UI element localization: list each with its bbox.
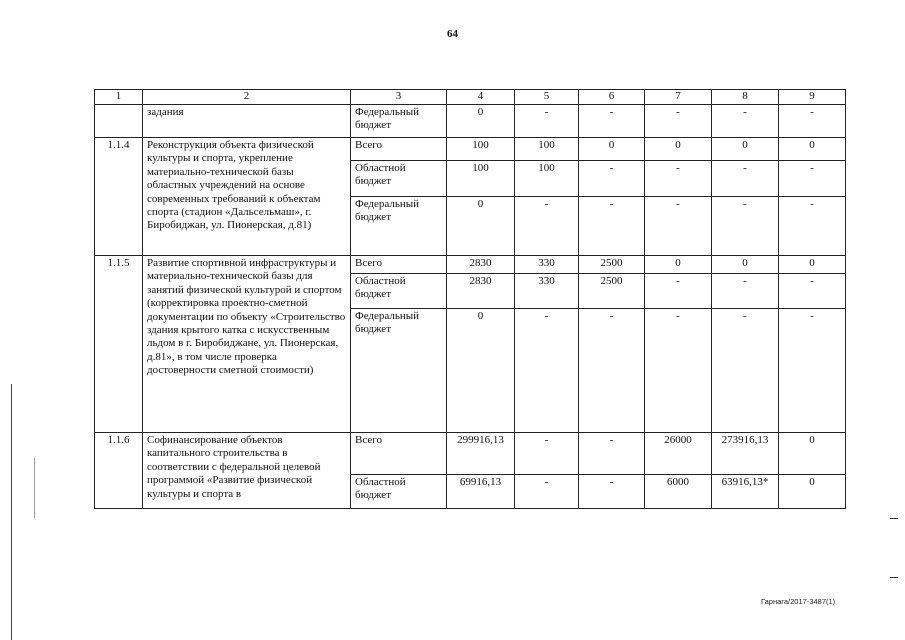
item-number: 1.1.5 xyxy=(95,256,143,433)
scan-edge-line xyxy=(11,384,12,640)
scan-mark xyxy=(890,577,898,578)
value-cell: - xyxy=(779,197,846,256)
value-cell: 330 xyxy=(515,274,579,309)
item-number: 1.1.6 xyxy=(95,433,143,509)
value-cell: 0 xyxy=(712,138,779,161)
value-cell: 26000 xyxy=(645,433,712,475)
column-header: 1 xyxy=(95,90,143,105)
value-cell: - xyxy=(579,433,645,475)
table-header-row xyxy=(95,90,846,105)
value-cell: - xyxy=(645,274,712,309)
funding-source: Федеральный бюджет xyxy=(351,197,447,256)
funding-source: Всего xyxy=(351,256,447,274)
column-header: 3 xyxy=(351,90,447,105)
funding-source: Федеральный бюджет xyxy=(351,105,447,138)
table-row xyxy=(95,433,846,475)
value-cell: - xyxy=(579,161,645,197)
value-cell: - xyxy=(712,197,779,256)
column-header: 7 xyxy=(645,90,712,105)
funding-source: Областной бюджет xyxy=(351,274,447,309)
value-cell: 2830 xyxy=(447,274,515,309)
value-cell: 100 xyxy=(515,161,579,197)
value-cell: - xyxy=(712,161,779,197)
value-cell: 0 xyxy=(779,475,846,509)
funding-source: Всего xyxy=(351,433,447,475)
funding-source: Областной бюджет xyxy=(351,161,447,197)
value-cell: 0 xyxy=(645,138,712,161)
value-cell: 0 xyxy=(447,309,515,433)
value-cell: - xyxy=(645,197,712,256)
value-cell: - xyxy=(579,475,645,509)
value-cell: 2830 xyxy=(447,256,515,274)
page-number: 64 xyxy=(447,28,458,40)
budget-table xyxy=(94,89,846,509)
value-cell: 100 xyxy=(447,161,515,197)
column-header: 6 xyxy=(579,90,645,105)
value-cell: - xyxy=(645,105,712,138)
value-cell: - xyxy=(645,309,712,433)
value-cell: 273916,13 xyxy=(712,433,779,475)
value-cell: - xyxy=(712,105,779,138)
value-cell: - xyxy=(515,197,579,256)
value-cell: 100 xyxy=(515,138,579,161)
funding-source: Федеральный бюджет xyxy=(351,309,447,433)
value-cell: 63916,13* xyxy=(712,475,779,509)
value-cell: - xyxy=(579,105,645,138)
value-cell: - xyxy=(779,309,846,433)
value-cell: - xyxy=(779,161,846,197)
document-code: Гарнага/2017-3487(1) xyxy=(761,597,836,606)
item-name: Развитие спортивной инфраструктуры и материально-технической базы для занятий физической культурой и спортом (корректировка проектно-сметной документации по объекту «Строительство здания крытого катка с искусственным льдом в г. Биробиджане, ул. Пионерская, д.81», в том числе проверка достоверности сметной стоимости) xyxy=(143,256,351,433)
value-cell: - xyxy=(579,197,645,256)
scan-edge-line xyxy=(34,458,35,518)
value-cell: 0 xyxy=(712,256,779,274)
column-header: 4 xyxy=(447,90,515,105)
item-number xyxy=(95,105,143,138)
column-header: 8 xyxy=(712,90,779,105)
value-cell: - xyxy=(515,105,579,138)
funding-source: Всего xyxy=(351,138,447,161)
value-cell: - xyxy=(515,309,579,433)
item-name: задания xyxy=(143,105,351,138)
value-cell: - xyxy=(779,105,846,138)
column-header: 2 xyxy=(143,90,351,105)
scan-mark xyxy=(890,518,898,519)
value-cell: - xyxy=(712,309,779,433)
item-name: Реконструкция объекта физической культуры и спорта, укрепление материально-технической базы областных учреждений на основе современных требований к объектам спорта (стадион «Дальсельмаш», г. Биробиджан, ул. Пионерская, д.81) xyxy=(143,138,351,256)
value-cell: 330 xyxy=(515,256,579,274)
value-cell: - xyxy=(779,274,846,309)
table-row xyxy=(95,105,846,138)
value-cell: - xyxy=(712,274,779,309)
value-cell: 0 xyxy=(779,256,846,274)
value-cell: 0 xyxy=(579,138,645,161)
value-cell: 69916,13 xyxy=(447,475,515,509)
value-cell: - xyxy=(645,161,712,197)
value-cell: 0 xyxy=(645,256,712,274)
funding-source: Областной бюджет xyxy=(351,475,447,509)
value-cell: - xyxy=(515,475,579,509)
column-header: 9 xyxy=(779,90,846,105)
value-cell: 2500 xyxy=(579,274,645,309)
value-cell: - xyxy=(515,433,579,475)
value-cell: 0 xyxy=(447,105,515,138)
value-cell: 2500 xyxy=(579,256,645,274)
table-row xyxy=(95,256,846,274)
item-name: Софинансирование объектов капитального строительства в соответствии с федеральной целевой программой «Развитие физической культуры и спорта в xyxy=(143,433,351,509)
value-cell: 299916,13 xyxy=(447,433,515,475)
value-cell: 0 xyxy=(779,138,846,161)
value-cell: 6000 xyxy=(645,475,712,509)
value-cell: - xyxy=(579,309,645,433)
item-number: 1.1.4 xyxy=(95,138,143,256)
value-cell: 100 xyxy=(447,138,515,161)
table-row xyxy=(95,138,846,161)
column-header: 5 xyxy=(515,90,579,105)
value-cell: 0 xyxy=(779,433,846,475)
value-cell: 0 xyxy=(447,197,515,256)
